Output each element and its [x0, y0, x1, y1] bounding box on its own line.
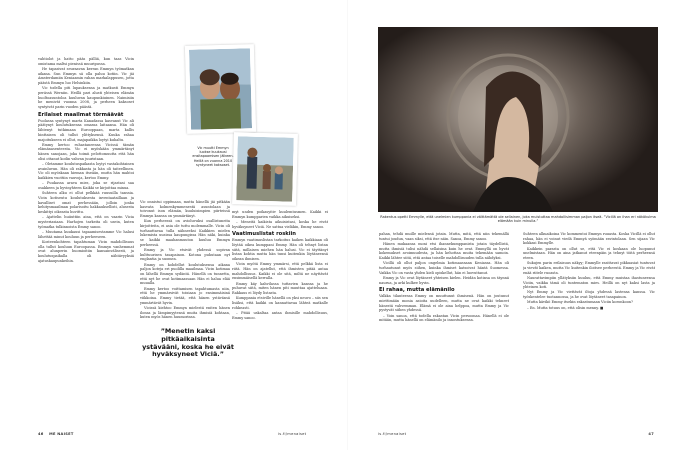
body-paragraph: – En. Mutta totuus on, että olisin menny. ■ [527, 305, 604, 310]
pull-quote: ”Menetin kaksi pitkäaikaisinta ystävääni, koska he eivät hyväksyneet Viciä.” [142, 327, 234, 359]
body-paragraph: Sukujen parin erilaisuus näkyy; Emmylle rasittavat pikkuasiat tuntuvat ja vievät kaiken, mutta Vic kuitenkin iloitsee perheestä. Emmy ja Vic eivät enää riitele ruoasta. [523, 261, 655, 275]
left-section: ME NAISET [49, 432, 74, 436]
body-paragraph: myt unden poikasyitiv kuulemtusmen. Kaikki ei Emmyn kumpparien vaikka aikuiseksi. [232, 210, 328, 219]
body-paragraph: Emmy käy kahvilassa tuttavien kanssa ja he puhuvat siitä, miten hänen piti muuttaa ajatteluaan. Rakkaus ei löydy listasta. [232, 281, 328, 296]
body-paragraph: Vicillä oli ollut paljon ongelmia kotimaassaan Keniassa. Hän oli turhautunut myös siihen, kuinka ihmiset katsoivat häntä Suomessa. Vaikka Vic on vasta yhden kieli opiskellut, hän ei luovuttanut. [379, 261, 509, 275]
body-paragraph: Vic todella piti lupauksensa ja matkusti Emmyn perässä Werniin. Heillä pari alusti yhteisen elämän huoltoasuntoloa kuuluvan kaupunkiuinen. Naimisiin he menivät vuonna 2008, ja perheen kaksoset syntyivät parin vuoden päästä. [38, 86, 134, 110]
body-paragraph: Suhteen alkuaikoina Vic kommentoi Emmyn ruuasta. Koska Vicillä ei ollut rahaa, hän ei voinut viedä Emmyä syömään ravintolaan. Sen sijaan Vic kokkasi Emmylle. [523, 232, 655, 246]
left-col-3 [232, 210, 328, 415]
body-paragraph: Emmy kertoo voittamisen tapahtumasta niin, että he ymmärsivät toisiaan jo ensimmäisinä viikkoina. Emmy tietää, että hänen ystävänsä ymmärtävät hyvin. [140, 286, 230, 305]
body-paragraph: Naurattavimpiin yllätyksiin kuuluu, että Emmy muistaa ihastuneensa Viciin, vaikka tämä oli tuntematon mies. Heillä on nyt kaksi lasta ja yhteinen koti. [523, 275, 655, 290]
body-paragraph: Emmy ja Vic etsivät yhdessä sopivan kulttuurisen tasapainon. Kotona puhutaan nyt englantia ja suomea. [140, 248, 230, 262]
body-paragraph: – Puukassa arava mies, joka se rijastasi saa osakkeen ja hyvinyhteen Kaikki se kirjoittaa minua. [38, 181, 134, 191]
body-paragraph: Kun perheessä on avioluvuksi osallistuneita kirjoitteita, ei asia ole tuttu molemmalle. Vicin oli turhauttavaa tulla nähneeksi Kaikkien mielen lukemista uusissa kaupungissa Hän näki, kuinka se kaikki maahanmuuton kuuluu Emmyn perheessä. [140, 219, 230, 247]
left-url: is.fi/menaiset [278, 432, 307, 436]
right-footer [378, 432, 658, 436]
gutter [347, 0, 348, 450]
portrait-photo-image [378, 27, 658, 212]
right-url: is.fi/menaiset [378, 432, 407, 436]
right-col-1 [379, 232, 509, 417]
body-paragraph: Vicissä kiehtoo Emmyn mielestä eniten hänen ilonsa ja lämpimyytensä muita ihmisiä kohtaan, kuten myös hänen huumorinsa. [140, 305, 230, 320]
section-heading: Ei rahaa, mutta elämänilo [379, 287, 455, 294]
left-col-2 [140, 200, 230, 415]
body-paragraph: Vicin myötä Emmy ymmärsi, että pelkkä lista ei riitä. Hän on ajatellut, että ihmisten pitää antaa mahdollisuus. Kaikki ei ole sitä, miltä ne näyttävät ensimmäisellä kerralla. [232, 262, 328, 281]
left-footer [38, 432, 328, 436]
body-paragraph: Hänen mukaansa moni etsi ihannekumppanista jotain täydellistä, mutta ihmisiä tulisi nähdä sellaisina kuin he ovat. Emmyllä on hyvät kokemukset avoimuudesta, ja hän kehottaa muita tekemään samoin. Kaikki lähtee siitä, että antaa toiselle mahdollisuuden tulla nähdyksi. [379, 241, 509, 261]
body-paragraph: – Oletamme koulutuspaikasta loytyi vastakohtainen avainluvun. Hän oli rakkasta ja hän oli taiteellinen. Vic oli myöskaan hieman itseään, mutta hän mahtoi kaikkien vuottiin vauvoja, kertoo Emmy. [38, 162, 134, 181]
family-photo [232, 132, 298, 206]
body-paragraph: Emmy on kohdellut koulutuksensa aikana paljon koteja eri puolilla maailmaa. Vicin kotimaa on lähellä Emmyn sydäntä. Hänellä on tunnetta, että nyt he ovat kotimaassaan Hän ei halua elää muualla. [140, 262, 230, 286]
body-paragraph: Mutta kävikö Emmy itsekin rakastumaan Viciin koronkoon? [527, 300, 633, 305]
portrait-photo [378, 27, 658, 212]
body-paragraph: Emmyn vaatimuslistan tarkoitus kaiken kaikkiaan oli löytää oikea kumppani Emmy. Hän oli tehnyt listan siitä, millaisen miehen hän halusi. Vic ei täyttänyt listan kohtia mutta hän tunsi kuitenkin löytäneensä oikean ihmisen. [232, 238, 328, 262]
body-paragraph: Emmy kertoo ruhastaneensa Vicissä tämän elämänasenteesta. Vic ei myöskään ymmärtänyt hänen sanojaan, joka toimii pelottomuutta että hän olisi ottanut kodin vahvan juuristaan. [38, 142, 134, 161]
portrait-caption: Rakentus opetti Emmylle, että unelmien kumppania ei välttämättä ole sellainen, joka muistuttaa mahdollisimman paljon itseä. ”Vicillä on ihan eri näkökulma elämään kuin minulla.” [380, 215, 656, 224]
body-paragraph: Vic onnistui oppimaan, mutta hänellä jäi pitkään kasvata kolmenkymmenestä asuntolaan ja toivonut ison elämän, kuuluisimpien piirteissä Emmyn kanssa on ymmärtänyt. [140, 200, 230, 219]
body-paragraph: He tapasivat seuraavan kerran Emmyn työmatkan aikana. Sun Emmyn sä olla paluu kotiin. Vic jäi Amsterdamiin Keniaamin rahan markalappusen, jotta päästä Emmyn luo Helsinkiin. [38, 66, 134, 86]
left-photo-caption: Vic muutti Emmyn luokse kuukausi ensitapaamisen jälkeen. Heillä on vuonna 2010 syntyneet kaksoset. [192, 146, 234, 167]
body-paragraph: – Muutama kuukausi tapaamisestamme Vic halusi lähettää minut kouluun ja perheeseen. [38, 229, 134, 239]
body-paragraph: Kosteenkohteen tapahtuman Vicin mahdollisuus olla tullut kouluun Euroopassa. Emmyn vanhemmat ovat alunperin huomioitiin kansainvälisesti, ja koulutuspaikalla oli nähtävyyksiä ajatuskaupunkeihin. [38, 239, 134, 263]
left-page-number: 46 [38, 432, 44, 436]
section-heading: Vaatimuslistat roskiin [232, 231, 296, 238]
body-paragraph: Nyt Emmy ja Vic viettävät iltoja yhdessä lastensa kanssa. Vic työskentelee tuotannossa, ja he ovat löytäneet tasapainon. [523, 290, 655, 300]
body-paragraph: Puolassa syntynyt marta Kanadassa kasvanut Vic ali päätynyt koulutuksensa omassa laitaansa. Hän oli lähtenyt tutkimaan Eurooppaan, marta kallis hinttaisen oli tullut ylittyksensä. Kuuka rahaa majoitukseen ei ollut, majapaikka loytyi kuhaltu. [38, 118, 134, 142]
body-paragraph: Suhteen alku ei ollut pelkkää ruusuilla tanssia. Vicin kotiseutu koulutuksesta inventaataillaan ja kavalliset omat perhessään, jolloin jonka kehitysmaailman polarisoitu hakkauksellisti, alusesta keskittyi oikeasta huvittu. [38, 191, 134, 215]
family-photo-image [236, 136, 294, 201]
right-col-2 [523, 232, 655, 417]
left-col-1 [38, 57, 134, 415]
body-paragraph: vahtiolot ja hatto pääs pälliä, kun taas Vicin omistama maltsi pienissä muuripussa. [38, 57, 134, 66]
body-paragraph: – Ajattelin huiiuttiin aina, että on vaarin Vicia mysteriasiaan. Harhojen tarkeita oli usein, kuten työmatka tulkinnoista Emmy sanoo. [38, 215, 134, 229]
body-paragraph: – Voin sanoa, että todella rakastan Vicin persoonaa. Hänellä ei ole mitään, mutta hänellä on elämänilo ja innostuksensa. [379, 313, 509, 323]
body-paragraph: pahan, tehdä muille mielensä jotain. Mutta, mitä, että niin tekemällä tuntui joudun, vaan siksi, että itse näin. Sanoa, Emmy sanoo. [379, 232, 509, 241]
right-page-number: 47 [648, 432, 654, 436]
body-paragraph: Kumppania etsiville hänellä on yksi neuvo – siis sen lisäksi, että kaikki on kannattavaa lähteä matkalle rohkeasti. [232, 296, 328, 310]
couple-photo-image [189, 48, 252, 130]
body-paragraph: Kaikkein parasta on ollut se, että Vic ei koskaan ole luopunut unelmistaan. Hän on aina jatkanut eteenpäin ja tehnyt töitä perheensä eteen. [523, 246, 655, 261]
body-paragraph: – Meneitä kaikista aikuisistasi, koska he eivät hyväksyneet Viciä. Ne sattua vieläkin, Emmy sanoo. [232, 219, 328, 229]
body-paragraph: – Pitää uskaltaa antaa ihmisille mahdollisuus, Emmy sanoo. [232, 310, 328, 320]
couple-photo [185, 44, 256, 134]
body-paragraph: Emmy ja Vic ovat löytäneet yhteisen kielen. Heidän kotinsa on täynnä naurua, ja arki kulkee hyvin. [379, 275, 509, 285]
body-paragraph: Valkka tilanteessa Emmy on muuttunut ihmisenä. Hän on joutunut miettimään monia asioita uudelleen, mutta ne ovat kaikki tehneet hänestä vahvemman. Elämä ei ole aina helppoa, mutta Emmy ja Vic pystyvät siihen yhdessä. [379, 294, 509, 313]
section-heading: Erilaiset maailmat törmäävät [38, 111, 124, 118]
